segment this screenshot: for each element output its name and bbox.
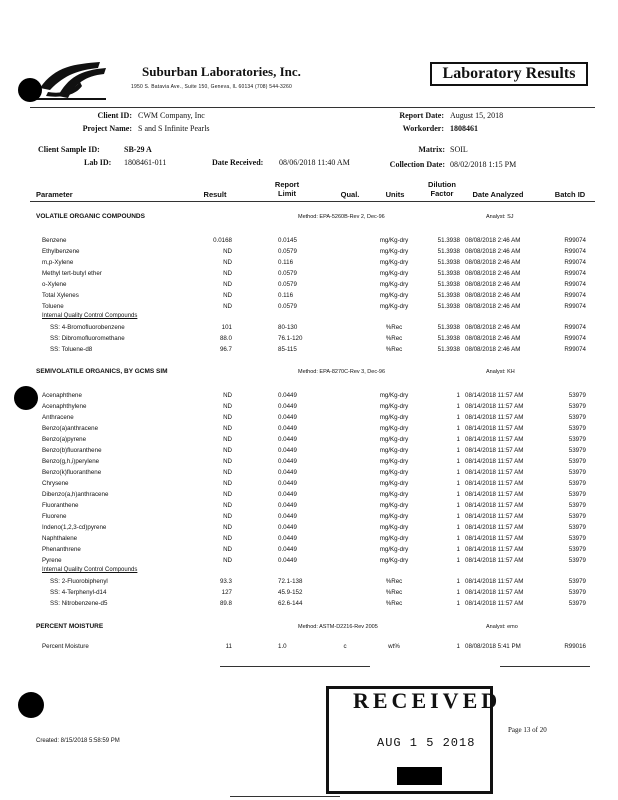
cell-qual bbox=[330, 524, 360, 535]
cell-parameter: Benzo(a)anthracene bbox=[42, 425, 99, 432]
created-timestamp: Created: 8/15/2018 5:58:59 PM bbox=[36, 738, 120, 744]
cell-limit: 80-130 bbox=[278, 324, 298, 331]
cell-units: mg/Kg-dry bbox=[379, 502, 409, 509]
cell-parameter: SS: 4-Terphenyl-d14 bbox=[50, 589, 107, 596]
cell-qual bbox=[330, 600, 360, 611]
column-divider bbox=[30, 201, 595, 202]
cell-dilution: 1 bbox=[456, 502, 460, 509]
cell-limit: 0.0449 bbox=[278, 469, 297, 476]
cell-limit: 0.116 bbox=[278, 259, 294, 266]
cell-batch: 53979 bbox=[568, 458, 586, 465]
cell-qual bbox=[330, 480, 360, 491]
cell-units: mg/Kg-dry bbox=[379, 414, 409, 421]
cell-result: ND bbox=[223, 281, 232, 288]
cell-qual bbox=[330, 292, 360, 303]
cell-units: %Rec bbox=[385, 589, 403, 596]
cell-parameter: SS: Toluene-d8 bbox=[50, 346, 93, 353]
cell-parameter: Benzo(a)pyrene bbox=[42, 436, 87, 443]
cell-result: ND bbox=[223, 303, 232, 310]
cell-qual bbox=[330, 324, 360, 335]
collection-date: 08/02/2018 1:15 PM bbox=[450, 160, 517, 169]
cell-result: ND bbox=[223, 502, 232, 509]
matrix: SOIL bbox=[450, 145, 468, 154]
cell-qual bbox=[330, 491, 360, 502]
cell-qual: c bbox=[343, 643, 347, 650]
cell-batch: R99074 bbox=[564, 270, 586, 277]
cell-units: mg/Kg-dry bbox=[379, 248, 409, 255]
section-analyst: Analyst: KH bbox=[486, 369, 515, 375]
cell-result: ND bbox=[223, 414, 232, 421]
cell-units: %Rec bbox=[385, 600, 403, 607]
cell-date: 08/08/2018 2:46 AM bbox=[465, 259, 521, 266]
cell-date: 08/08/2018 2:46 AM bbox=[465, 248, 521, 255]
project-name-label: Project Name: bbox=[82, 124, 132, 133]
received-stamp-text: RECEIVED bbox=[353, 688, 502, 713]
cell-units: mg/Kg-dry bbox=[379, 270, 409, 277]
col-report-limit: Report Limit bbox=[274, 180, 300, 198]
cell-limit: 76.1-120 bbox=[278, 335, 303, 342]
cell-batch: 53979 bbox=[568, 425, 586, 432]
cell-parameter: Benzo(k)fluoranthene bbox=[42, 469, 102, 476]
cell-batch: 53979 bbox=[568, 546, 586, 553]
cell-dilution: 51.3938 bbox=[437, 346, 460, 353]
cell-parameter: Pyrene bbox=[42, 557, 62, 564]
cell-qual bbox=[330, 270, 360, 281]
lab-name: Suburban Laboratories, Inc. bbox=[142, 64, 301, 79]
cell-parameter: Benzene bbox=[42, 237, 67, 244]
cell-parameter: m,p-Xylene bbox=[42, 259, 74, 266]
cell-date: 08/14/2018 11:57 AM bbox=[465, 447, 524, 454]
punch-hole-icon bbox=[18, 78, 42, 102]
section-method: Method: EPA-5260B-Rev 2, Dec-96 bbox=[298, 214, 385, 220]
project-name: S and S Infinite Pearls bbox=[138, 124, 210, 133]
cell-result: ND bbox=[223, 403, 232, 410]
cell-date: 08/08/2018 2:46 AM bbox=[465, 270, 521, 277]
cell-batch: 53979 bbox=[568, 447, 586, 454]
client-id: CWM Company, Inc bbox=[138, 111, 205, 120]
cell-dilution: 1 bbox=[456, 513, 460, 520]
cell-date: 08/14/2018 11:57 AM bbox=[465, 600, 524, 607]
cell-qual bbox=[330, 303, 360, 314]
cell-units: mg/Kg-dry bbox=[379, 237, 409, 244]
cell-batch: 53979 bbox=[568, 392, 586, 399]
cell-parameter: Phenanthrene bbox=[42, 546, 81, 553]
cell-units: mg/Kg-dry bbox=[379, 458, 409, 465]
cell-parameter: Percent Moisture bbox=[42, 643, 89, 650]
cell-dilution: 51.3938 bbox=[437, 270, 460, 277]
cell-batch: 53979 bbox=[568, 403, 586, 410]
cell-limit: 0.0579 bbox=[278, 248, 297, 255]
cell-qual bbox=[330, 403, 360, 414]
col-dilution: Dilution Factor bbox=[428, 180, 456, 198]
cell-batch: R99074 bbox=[564, 335, 586, 342]
col-result: Result bbox=[203, 190, 227, 199]
cell-batch: 53979 bbox=[568, 414, 586, 421]
cell-qual bbox=[330, 425, 360, 436]
cell-limit: 72.1-138 bbox=[278, 578, 303, 585]
cell-batch: R99074 bbox=[564, 248, 586, 255]
cell-date: 08/14/2018 11:57 AM bbox=[465, 491, 524, 498]
cell-batch: 53979 bbox=[568, 600, 586, 607]
cell-result: ND bbox=[223, 535, 232, 542]
cell-qual bbox=[330, 589, 360, 600]
cell-parameter: Ethylbenzene bbox=[42, 248, 80, 255]
cell-limit: 62.6-144 bbox=[278, 600, 303, 607]
cell-qual bbox=[330, 248, 360, 259]
cell-units: mg/Kg-dry bbox=[379, 281, 409, 288]
cell-date: 08/14/2018 11:57 AM bbox=[465, 403, 524, 410]
cell-batch: R99074 bbox=[564, 292, 586, 299]
cell-dilution: 1 bbox=[456, 392, 460, 399]
client-sample-id: SB-29 A bbox=[124, 145, 152, 154]
cell-units: mg/Kg-dry bbox=[379, 513, 409, 520]
report-title: Laboratory Results bbox=[430, 62, 588, 86]
cell-date: 08/08/2018 2:46 AM bbox=[465, 281, 521, 288]
cell-batch: R99074 bbox=[564, 346, 586, 353]
cell-qual bbox=[330, 513, 360, 524]
cell-parameter: Fluorene bbox=[42, 513, 67, 520]
cell-batch: 53979 bbox=[568, 513, 586, 520]
matrix-label: Matrix: bbox=[418, 145, 445, 154]
cell-result: 88.0 bbox=[219, 335, 232, 342]
section-analyst: Analyst: SJ bbox=[486, 214, 514, 220]
cell-date: 08/14/2018 11:57 AM bbox=[465, 392, 524, 399]
cell-batch: 53979 bbox=[568, 469, 586, 476]
cell-dilution: 1 bbox=[456, 447, 460, 454]
cell-qual bbox=[330, 578, 360, 589]
cell-date: 08/14/2018 11:57 AM bbox=[465, 524, 524, 531]
cell-parameter: Naphthalene bbox=[42, 535, 78, 542]
cell-batch: R99074 bbox=[564, 324, 586, 331]
cell-units: mg/Kg-dry bbox=[379, 303, 409, 310]
cell-limit: 0.0145 bbox=[278, 237, 297, 244]
cell-parameter: Indeno(1,2,3-cd)pyrene bbox=[42, 524, 107, 531]
cell-result: ND bbox=[223, 259, 232, 266]
cell-dilution: 1 bbox=[456, 600, 460, 607]
cell-limit: 0.0579 bbox=[278, 281, 297, 288]
cell-units: %Rec bbox=[385, 335, 403, 342]
cell-date: 08/08/2018 2:46 AM bbox=[465, 292, 521, 299]
lab-id: 1808461-011 bbox=[124, 158, 167, 167]
cell-date: 08/14/2018 11:57 AM bbox=[465, 469, 524, 476]
cell-result: 11 bbox=[225, 643, 232, 650]
cell-qual bbox=[330, 458, 360, 469]
qc-title: Internal Quality Control Compounds bbox=[42, 567, 138, 573]
cell-result: 96.7 bbox=[219, 346, 232, 353]
cell-qual bbox=[330, 281, 360, 292]
cell-date: 08/14/2018 11:57 AM bbox=[465, 414, 524, 421]
cell-units: wt% bbox=[388, 643, 400, 650]
cell-units: mg/Kg-dry bbox=[379, 292, 409, 299]
cell-dilution: 51.3938 bbox=[437, 292, 460, 299]
cell-result: ND bbox=[223, 458, 232, 465]
cell-limit: 0.0449 bbox=[278, 557, 297, 564]
cell-units: mg/Kg-dry bbox=[379, 546, 409, 553]
lab-id-label: Lab ID: bbox=[84, 158, 112, 167]
cell-dilution: 1 bbox=[456, 480, 460, 487]
cell-dilution: 51.3938 bbox=[437, 324, 460, 331]
cell-limit: 0.0579 bbox=[278, 270, 297, 277]
cell-result: ND bbox=[223, 447, 232, 454]
cell-limit: 45.9-152 bbox=[278, 589, 303, 596]
cell-parameter: o-Xylene bbox=[42, 281, 67, 288]
cell-result: ND bbox=[223, 524, 232, 531]
cell-units: mg/Kg-dry bbox=[379, 392, 409, 399]
cell-result: ND bbox=[223, 513, 232, 520]
cell-units: %Rec bbox=[385, 324, 403, 331]
date-received-label: Date Received: bbox=[212, 158, 264, 167]
cell-result: ND bbox=[223, 469, 232, 476]
redaction-bar bbox=[397, 767, 442, 785]
cell-result: ND bbox=[223, 480, 232, 487]
cell-parameter: Benzo(b)fluoranthene bbox=[42, 447, 102, 454]
cell-limit: 0.0449 bbox=[278, 414, 297, 421]
cell-limit: 0.116 bbox=[278, 292, 294, 299]
cell-result: ND bbox=[223, 292, 232, 299]
cell-units: mg/Kg-dry bbox=[379, 425, 409, 432]
cell-result: 0.0168 bbox=[213, 237, 232, 244]
col-batch-id: Batch ID bbox=[554, 190, 586, 199]
cell-dilution: 1 bbox=[456, 436, 460, 443]
cell-parameter: Anthracene bbox=[42, 414, 74, 421]
cell-batch: 53979 bbox=[568, 557, 586, 564]
cell-batch: R99074 bbox=[564, 303, 586, 310]
cell-result: ND bbox=[223, 557, 232, 564]
cell-limit: 0.0579 bbox=[278, 303, 297, 310]
cell-qual bbox=[330, 237, 360, 248]
cell-dilution: 1 bbox=[456, 469, 460, 476]
cell-dilution: 1 bbox=[456, 425, 460, 432]
cell-parameter: Acenaphthene bbox=[42, 392, 82, 399]
col-date-analyzed: Date Analyzed bbox=[472, 190, 524, 199]
lab-address: 1950 S. Batavia Ave., Suite 150, Geneva, IL 60134 (708) 544-3260 bbox=[131, 84, 292, 90]
cell-date: 08/08/2018 5:41 PM bbox=[465, 643, 521, 650]
cell-limit: 0.0449 bbox=[278, 513, 297, 520]
cell-qual bbox=[330, 436, 360, 447]
cell-result: ND bbox=[223, 248, 232, 255]
cell-parameter: Methyl tert-butyl ether bbox=[42, 270, 102, 277]
section-title: SEMIVOLATILE ORGANICS, BY GCMS SIM bbox=[36, 368, 168, 375]
cell-units: %Rec bbox=[385, 578, 403, 585]
cell-batch: 53979 bbox=[568, 535, 586, 542]
cell-limit: 0.0449 bbox=[278, 436, 297, 443]
cell-units: mg/Kg-dry bbox=[379, 469, 409, 476]
cell-dilution: 1 bbox=[456, 524, 460, 531]
cell-limit: 0.0449 bbox=[278, 491, 297, 498]
cell-result: ND bbox=[223, 425, 232, 432]
client-sample-label: Client Sample ID: bbox=[38, 145, 100, 154]
cell-dilution: 51.3938 bbox=[437, 248, 460, 255]
cell-result: ND bbox=[223, 392, 232, 399]
cell-qual bbox=[330, 546, 360, 557]
cell-units: mg/Kg-dry bbox=[379, 480, 409, 487]
cell-limit: 1.0 bbox=[278, 643, 287, 650]
report-date-label: Report Date: bbox=[399, 111, 444, 120]
cell-units: mg/Kg-dry bbox=[379, 436, 409, 443]
cell-date: 08/14/2018 11:57 AM bbox=[465, 535, 524, 542]
cell-dilution: 1 bbox=[456, 643, 460, 650]
cell-batch: R99016 bbox=[564, 643, 586, 650]
cell-units: mg/Kg-dry bbox=[379, 491, 409, 498]
cell-dilution: 1 bbox=[456, 557, 460, 564]
cell-batch: 53979 bbox=[568, 491, 586, 498]
cell-batch: 53979 bbox=[568, 502, 586, 509]
report-date: August 15, 2018 bbox=[450, 111, 504, 120]
cell-batch: 53979 bbox=[568, 578, 586, 585]
cell-limit: 85-115 bbox=[278, 346, 297, 353]
footer-rule bbox=[500, 666, 590, 667]
cell-parameter: SS: Dibromofluoromethane bbox=[50, 335, 125, 342]
cell-date: 08/14/2018 11:57 AM bbox=[465, 546, 524, 553]
cell-qual bbox=[330, 414, 360, 425]
col-parameter: Parameter bbox=[36, 190, 73, 199]
client-id-label: Client ID: bbox=[97, 111, 132, 120]
cell-limit: 0.0449 bbox=[278, 447, 297, 454]
cell-limit: 0.0449 bbox=[278, 502, 297, 509]
cell-dilution: 51.3938 bbox=[437, 303, 460, 310]
cell-units: mg/Kg-dry bbox=[379, 524, 409, 531]
cell-qual bbox=[330, 502, 360, 513]
cell-date: 08/14/2018 11:57 AM bbox=[465, 425, 524, 432]
cell-units: mg/Kg-dry bbox=[379, 259, 409, 266]
cell-limit: 0.0449 bbox=[278, 392, 297, 399]
collection-date-label: Collection Date: bbox=[389, 160, 445, 169]
cell-dilution: 1 bbox=[456, 589, 460, 596]
cell-date: 08/14/2018 11:57 AM bbox=[465, 458, 524, 465]
cell-limit: 0.0449 bbox=[278, 458, 297, 465]
cell-date: 08/14/2018 11:57 AM bbox=[465, 589, 524, 596]
cell-units: mg/Kg-dry bbox=[379, 557, 409, 564]
cell-units: mg/Kg-dry bbox=[379, 403, 409, 410]
cell-dilution: 51.3938 bbox=[437, 281, 460, 288]
section-analyst: Analyst: emo bbox=[486, 624, 518, 630]
cell-parameter: Acenaphthylene bbox=[42, 403, 87, 410]
cell-parameter: SS: 2-Fluorobiphenyl bbox=[50, 578, 108, 585]
cell-date: 08/14/2018 11:57 AM bbox=[465, 480, 524, 487]
date-received: 08/06/2018 11:40 AM bbox=[279, 158, 350, 167]
cell-qual bbox=[330, 346, 360, 357]
cell-units: %Rec bbox=[385, 346, 403, 353]
footer-rule bbox=[220, 666, 370, 667]
cell-parameter: Fluoranthene bbox=[42, 502, 79, 509]
cell-qual bbox=[330, 392, 360, 403]
cell-dilution: 51.3938 bbox=[437, 237, 460, 244]
footer-rule bbox=[230, 796, 340, 797]
cell-qual bbox=[330, 335, 360, 346]
qc-title: Internal Quality Control Compounds bbox=[42, 313, 138, 319]
cell-dilution: 1 bbox=[456, 458, 460, 465]
cell-batch: 53979 bbox=[568, 524, 586, 531]
cell-qual bbox=[330, 535, 360, 546]
cell-limit: 0.0449 bbox=[278, 524, 297, 531]
section-method: Method: ASTM-D2216-Rev 2005 bbox=[298, 624, 378, 630]
cell-qual bbox=[330, 447, 360, 458]
cell-date: 08/08/2018 2:46 AM bbox=[465, 237, 521, 244]
cell-batch: R99074 bbox=[564, 281, 586, 288]
cell-date: 08/08/2018 2:46 AM bbox=[465, 346, 521, 353]
cell-result: ND bbox=[223, 546, 232, 553]
cell-dilution: 1 bbox=[456, 403, 460, 410]
cell-batch: R99074 bbox=[564, 259, 586, 266]
cell-parameter: Total Xylenes bbox=[42, 292, 79, 299]
cell-qual bbox=[330, 469, 360, 480]
cell-result: 89.8 bbox=[219, 600, 232, 607]
cell-date: 08/14/2018 11:57 AM bbox=[465, 502, 524, 509]
cell-date: 08/08/2018 2:46 AM bbox=[465, 335, 521, 342]
cell-result: 93.3 bbox=[219, 578, 232, 585]
col-units: Units bbox=[385, 190, 405, 199]
cell-dilution: 1 bbox=[456, 546, 460, 553]
cell-dilution: 51.3938 bbox=[437, 335, 460, 342]
received-stamp-date: AUG 1 5 2018 bbox=[377, 736, 476, 750]
cell-qual bbox=[330, 557, 360, 568]
cell-limit: 0.0449 bbox=[278, 480, 297, 487]
cell-date: 08/14/2018 11:57 AM bbox=[465, 436, 524, 443]
cell-dilution: 1 bbox=[456, 491, 460, 498]
cell-date: 08/14/2018 11:57 AM bbox=[465, 513, 524, 520]
cell-batch: 53979 bbox=[568, 589, 586, 596]
header-divider bbox=[30, 107, 595, 108]
workorder-label: Workorder: bbox=[402, 124, 444, 133]
cell-limit: 0.0449 bbox=[278, 546, 297, 553]
cell-date: 08/08/2018 2:46 AM bbox=[465, 324, 521, 331]
cell-result: ND bbox=[223, 491, 232, 498]
section-title: VOLATILE ORGANIC COMPOUNDS bbox=[36, 213, 145, 220]
cell-batch: R99074 bbox=[564, 237, 586, 244]
cell-dilution: 1 bbox=[456, 535, 460, 542]
cell-dilution: 1 bbox=[456, 414, 460, 421]
cell-limit: 0.0449 bbox=[278, 403, 297, 410]
cell-dilution: 1 bbox=[456, 578, 460, 585]
cell-date: 08/08/2018 2:46 AM bbox=[465, 303, 521, 310]
punch-hole-icon bbox=[18, 692, 44, 718]
cell-parameter: Benzo(g,h,i)perylene bbox=[42, 458, 100, 465]
cell-result: 127 bbox=[221, 589, 232, 596]
section-method: Method: EPA-8270C-Rev 3, Dec-96 bbox=[298, 369, 386, 375]
cell-units: mg/Kg-dry bbox=[379, 535, 409, 542]
cell-parameter: SS: Nitrobenzene-d5 bbox=[50, 600, 108, 607]
cell-result: ND bbox=[223, 436, 232, 443]
cell-batch: 53979 bbox=[568, 480, 586, 487]
cell-result: ND bbox=[223, 270, 232, 277]
cell-parameter: SS: 4-Bromofluorobenzene bbox=[50, 324, 125, 331]
cell-parameter: Dibenzo(a,h)anthracene bbox=[42, 491, 109, 498]
cell-units: mg/Kg-dry bbox=[379, 447, 409, 454]
cell-date: 08/14/2018 11:57 AM bbox=[465, 578, 524, 585]
cell-qual bbox=[330, 259, 360, 270]
cell-date: 08/14/2018 11:57 AM bbox=[465, 557, 524, 564]
col-qual: Qual. bbox=[340, 190, 360, 199]
punch-hole-icon bbox=[14, 386, 38, 410]
workorder: 1808461 bbox=[450, 124, 478, 133]
cell-parameter: Toluene bbox=[42, 303, 64, 310]
cell-parameter: Chrysene bbox=[42, 480, 69, 487]
cell-limit: 0.0449 bbox=[278, 425, 297, 432]
cell-batch: 53979 bbox=[568, 436, 586, 443]
cell-dilution: 51.3938 bbox=[437, 259, 460, 266]
cell-limit: 0.0449 bbox=[278, 535, 297, 542]
cell-result: 101 bbox=[221, 324, 232, 331]
page-number: Page 13 of 20 bbox=[508, 726, 547, 734]
section-title: PERCENT MOISTURE bbox=[36, 623, 104, 630]
